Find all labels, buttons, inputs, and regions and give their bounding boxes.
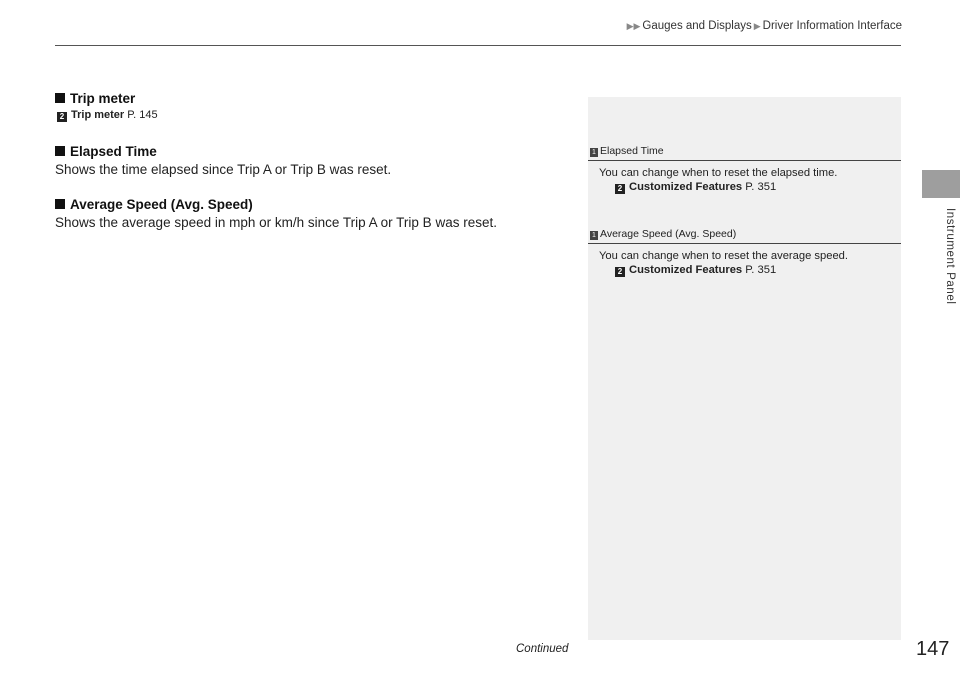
square-bullet-icon (55, 93, 65, 103)
average-speed-section (55, 197, 575, 230)
notes-panel (588, 97, 901, 640)
trip-meter-section (55, 91, 575, 122)
breadcrumb-item-gauges[interactable]: Gauges and Displays (642, 20, 752, 32)
reference-arrow-icon: 2 (615, 184, 625, 194)
arrow-right-icon: ▶ (753, 21, 761, 31)
reference-arrow-icon: 2 (615, 267, 625, 277)
section-heading: Elapsed Time (55, 144, 575, 159)
note-number-icon: 1 (590, 148, 598, 157)
section-tab-marker (922, 170, 960, 198)
elapsed-time-section (55, 144, 575, 177)
cross-reference-link[interactable]: 2 Trip meter P. 145 (57, 109, 575, 122)
section-heading: Average Speed (Avg. Speed) (55, 197, 575, 212)
note-heading: 1 Average Speed (Avg. Speed) (588, 228, 901, 244)
page-number: 147 (916, 638, 950, 660)
arrow-right-icon: ▶▶ (626, 21, 641, 31)
continued-label: Continued (516, 643, 569, 655)
note-heading: 1 Elapsed Time (588, 145, 901, 161)
breadcrumb-item-driver-info[interactable]: Driver Information Interface (762, 20, 902, 32)
note-elapsed-time (588, 145, 901, 194)
header-divider (55, 45, 901, 46)
breadcrumb (590, 20, 902, 32)
main-content (55, 91, 575, 230)
note-text: You can change when to reset the average speed. (599, 250, 849, 262)
section-tab-label: Instrument Panel (944, 208, 956, 305)
cross-reference-link[interactable]: 2 Customized Features P. 351 (615, 181, 901, 194)
square-bullet-icon (55, 146, 65, 156)
cross-reference-link[interactable]: 2 Customized Features P. 351 (615, 264, 901, 277)
section-text: Shows the time elapsed since Trip A or Trip B was reset. (55, 162, 392, 177)
section-text: Shows the average speed in mph or km/h since Trip A or Trip B was reset. (55, 215, 497, 230)
reference-arrow-icon: 2 (57, 112, 67, 122)
note-number-icon: 1 (590, 231, 598, 240)
note-average-speed (588, 228, 901, 277)
note-text: You can change when to reset the elapsed time. (599, 167, 838, 179)
square-bullet-icon (55, 199, 65, 209)
section-heading: Trip meter (55, 91, 575, 106)
